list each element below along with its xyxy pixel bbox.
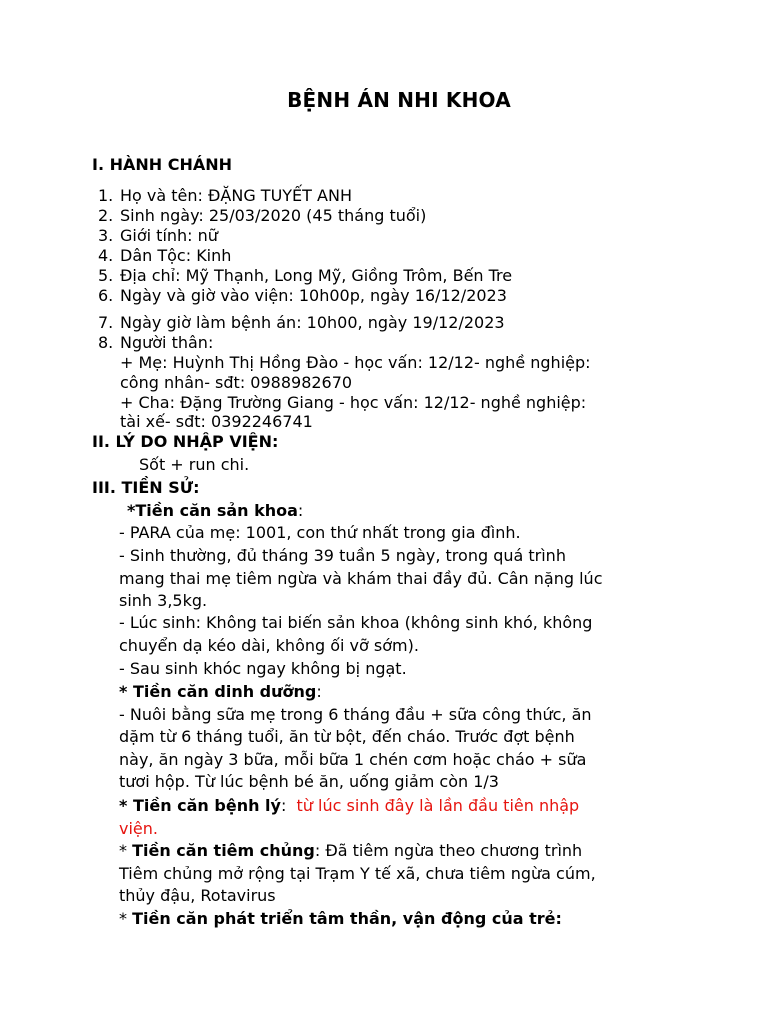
relative-father-line1: + Cha: Đặng Trường Giang - học vấn: 12/12- nghề nghiệp: (120, 393, 587, 412)
admin-item-8 (98, 333, 213, 353)
item-number: 3. (98, 226, 114, 245)
nutrition-line: - Nuôi bằng sữa mẹ trong 6 tháng đầu + sữa công thức, ăn (119, 705, 592, 724)
bullet: * (119, 841, 133, 860)
section-history: III. TIỀN SỬ: (92, 478, 200, 497)
admission-reason-text: Sốt + run chi. (139, 455, 250, 474)
item-text: Ngày giờ làm bệnh án: 10h00, ngày 19/12/2023 (120, 313, 505, 332)
item-number: 5. (98, 266, 114, 285)
obstetric-heading (127, 500, 303, 522)
section-admission-reason: II. LÝ DO NHẬP VIỆN: (92, 432, 279, 451)
disease-history-heading: * Tiền căn bệnh lý (119, 796, 281, 815)
obstetric-heading-label: *Tiền căn sản khoa (127, 501, 298, 520)
colon: : (316, 682, 322, 701)
obstetric-line: - Sau sinh khóc ngay không bị ngạt. (119, 659, 407, 678)
relative-father-line2: tài xế- sđt: 0392246741 (120, 412, 313, 431)
item-text: Người thân: (120, 333, 214, 352)
relative-mother-line1: + Mẹ: Huỳnh Thị Hồng Đào - học vấn: 12/12- nghề nghiệp: (120, 353, 591, 372)
obstetric-line: mang thai mẹ tiêm ngừa và khám thai đầy đủ. Cân nặng lúc (119, 569, 603, 588)
colon: : (297, 501, 304, 520)
development-heading: Tiền căn phát triển tâm thần, vận động của trẻ: (132, 909, 562, 928)
section-administrative: I. HÀNH CHÁNH (92, 155, 233, 174)
item-text: Giới tính: nữ (120, 226, 218, 245)
vaccination-heading: Tiền căn tiêm chủng (132, 841, 315, 860)
admin-item-6 (98, 286, 507, 306)
nutrition-line: dặm từ 6 tháng tuổi, ăn từ bột, đến cháo. Trước đợt bệnh (119, 727, 575, 746)
bullet: * (119, 909, 133, 928)
relative-mother-line2: công nhân- sđt: 0988982670 (120, 373, 353, 392)
document-title: BỆNH ÁN NHI KHOA (287, 88, 511, 112)
nutrition-heading (119, 681, 322, 703)
admin-item-5 (98, 266, 512, 286)
obstetric-line: chuyển dạ kéo dài, không ối vỡ sớm). (119, 636, 419, 655)
item-number: 8. (98, 333, 114, 352)
nutrition-line: này, ăn ngày 3 bữa, mỗi bữa 1 chén cơm hoặc cháo + sữa (119, 750, 587, 769)
item-number: 2. (98, 206, 114, 225)
item-number: 7. (98, 313, 114, 332)
obstetric-line: - Lúc sinh: Không tai biến sản khoa (không sinh khó, không (119, 613, 593, 632)
admin-item-1 (98, 186, 352, 206)
nutrition-heading-label: * Tiền căn dinh dưỡng (119, 682, 317, 701)
vaccination-line2: Tiêm chủng mở rộng tại Trạm Y tế xã, chưa tiêm ngừa cúm, (119, 864, 596, 883)
item-number: 1. (98, 186, 114, 205)
admin-item-7 (98, 313, 505, 333)
development-heading-line (119, 908, 562, 930)
item-text: Địa chỉ: Mỹ Thạnh, Long Mỹ, Giồng Trôm, Bến Tre (120, 266, 513, 285)
item-number: 6. (98, 286, 114, 305)
disease-history-text: từ lúc sinh đây là lần đầu tiên nhập (296, 796, 580, 815)
obstetric-line: - Sinh thường, đủ tháng 39 tuần 5 ngày, trong quá trình (119, 546, 566, 565)
colon: : (280, 796, 287, 815)
disease-history-line1 (119, 795, 579, 817)
item-text: Dân Tộc: Kinh (120, 246, 232, 265)
vaccination-text: : Đã tiêm ngừa theo chương trình (314, 841, 583, 860)
vaccination-line3: thủy đậu, Rotavirus (119, 886, 276, 905)
item-number: 4. (98, 246, 114, 265)
admin-item-4 (98, 246, 231, 266)
disease-history-line2: viện. (119, 819, 158, 838)
admin-item-3 (98, 226, 218, 246)
nutrition-line: tươi hộp. Từ lúc bệnh bé ăn, uống giảm còn 1/3 (119, 772, 499, 791)
item-text: Sinh ngày: 25/03/2020 (45 tháng tuổi) (120, 206, 427, 225)
item-text: Ngày và giờ vào viện: 10h00p, ngày 16/12/2023 (120, 286, 507, 305)
item-text: Họ và tên: ĐẶNG TUYẾT ANH (120, 186, 352, 205)
obstetric-line: - PARA của mẹ: 1001, con thứ nhất trong gia đình. (119, 523, 521, 542)
admin-item-2 (98, 206, 426, 226)
vaccination-line1 (119, 840, 582, 862)
obstetric-line: sinh 3,5kg. (119, 591, 208, 610)
